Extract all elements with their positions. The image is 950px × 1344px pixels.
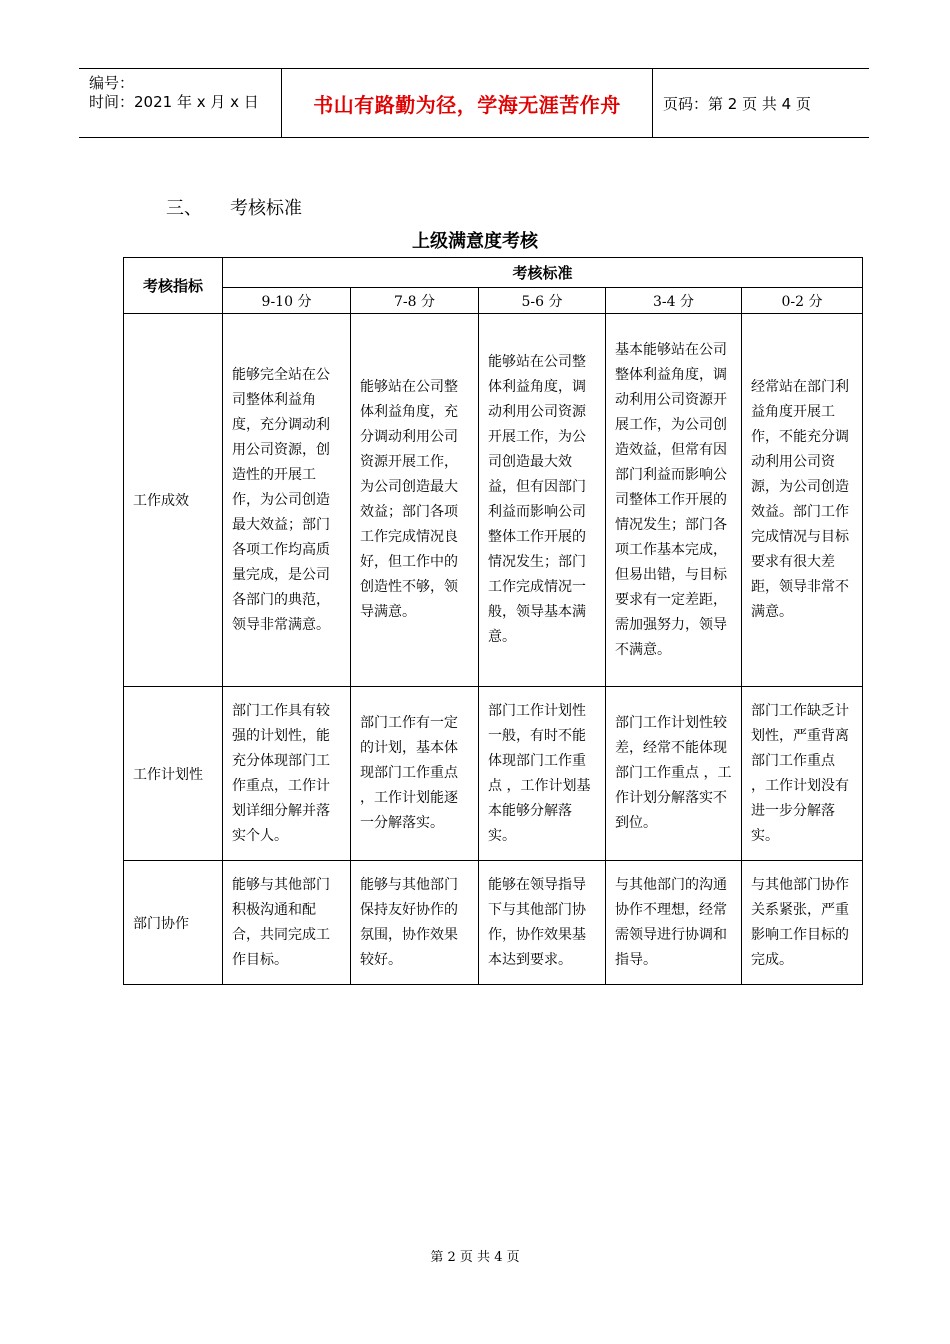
page-header (79, 68, 869, 138)
table-cell: 能够与其他部门积极沟通和配合，共同完成工作目标。 (223, 861, 351, 985)
table-cell: 部门工作缺乏计划性，严重背离部门工作重点 ，工作计划没有进一步分解落实。 (742, 687, 863, 861)
table-cell: 能够在领导指导下与其他部门协作，协作效果基本达到要求。 (479, 861, 606, 985)
section-number: 三、 (166, 198, 202, 219)
document-time: 时间：2021 年 x 月 x 日 (89, 93, 259, 111)
score-header: 7-8 分 (351, 288, 479, 314)
row-label: 部门协作 (124, 861, 223, 985)
table-cell: 部门工作计划性较差，经常不能体现部门工作重点 ，工作计划分解落实不到位。 (606, 687, 742, 861)
table-cell: 部门工作具有较强的计划性，能充分体现部门工作重点，工作计划详细分解并落实个人。 (223, 687, 351, 861)
assessment-table (123, 257, 863, 985)
header-motto-cell (282, 69, 653, 137)
row-label: 工作计划性 (124, 687, 223, 861)
table-header-row (124, 258, 863, 288)
header-motto: 书山有路勤为径，学海无涯苦作舟 (313, 92, 621, 117)
score-header: 5-6 分 (479, 288, 606, 314)
table-cell: 与其他部门协作关系紧张，严重影响工作目标的完成。 (742, 861, 863, 985)
table-cell: 与其他部门的沟通协作不理想，经常需领导进行协调和指导。 (606, 861, 742, 985)
header-left-cell (79, 69, 282, 137)
header-page-info: 页码：第 2 页 共 4 页 (663, 94, 811, 113)
document-number-label: 编号： (89, 74, 135, 92)
table-cell: 基本能够站在公司整体利益角度，调动利用公司资源开展工作，为公司创造效益，但常有因部门利益而影响公司整体工作开展的情况发生；部门各项工作基本完成，但易出错，与目标要求有一定差距，需加强努力，领导不满意。 (606, 314, 742, 687)
table-cell: 经常站在部门利益角度开展工作，不能充分调动利用公司资源，为公司创造效益。部门工作完成情况与目标要求有很大差距，领导非常不满意。 (742, 314, 863, 687)
row-label: 工作成效 (124, 314, 223, 687)
table-cell: 能够站在公司整体利益角度，调动利用公司资源开展工作，为公司创造最大效益，但有因部门利益而影响公司整体工作开展的情况发生；部门工作完成情况一般，领导基本满意。 (479, 314, 606, 687)
table-row (124, 314, 863, 687)
table-cell: 部门工作计划性一般，有时不能体现部门工作重点 ，工作计划基本能够分解落实。 (479, 687, 606, 861)
section-title: 考核标准 (230, 198, 302, 219)
table-cell: 能够与其他部门保持友好协作的氛围，协作效果较好。 (351, 861, 479, 985)
table-cell: 能够完全站在公司整体利益角度，充分调动利用公司资源，创造性的开展工作，为公司创造最大效益；部门各项工作均高质量完成，是公司各部门的典范，领导非常满意。 (223, 314, 351, 687)
table-cell: 能够站在公司整体利益角度，充分调动利用公司资源开展工作，为公司创造最大效益；部门各项工作完成情况良好，但工作中的创造性不够，领导满意。 (351, 314, 479, 687)
table-row (124, 861, 863, 985)
indicator-header: 考核指标 (124, 258, 223, 314)
section-heading (166, 194, 302, 220)
table-cell: 部门工作有一定的计划，基本体现部门工作重点 ，工作计划能逐一分解落实。 (351, 687, 479, 861)
score-header: 0-2 分 (742, 288, 863, 314)
table-title: 上级满意度考核 (412, 231, 538, 252)
score-header-row (124, 288, 863, 314)
page-footer: 第 2 页 共 4 页 (430, 1250, 520, 1265)
score-header: 9-10 分 (223, 288, 351, 314)
table-row (124, 687, 863, 861)
standard-header: 考核标准 (223, 258, 863, 288)
score-header: 3-4 分 (606, 288, 742, 314)
